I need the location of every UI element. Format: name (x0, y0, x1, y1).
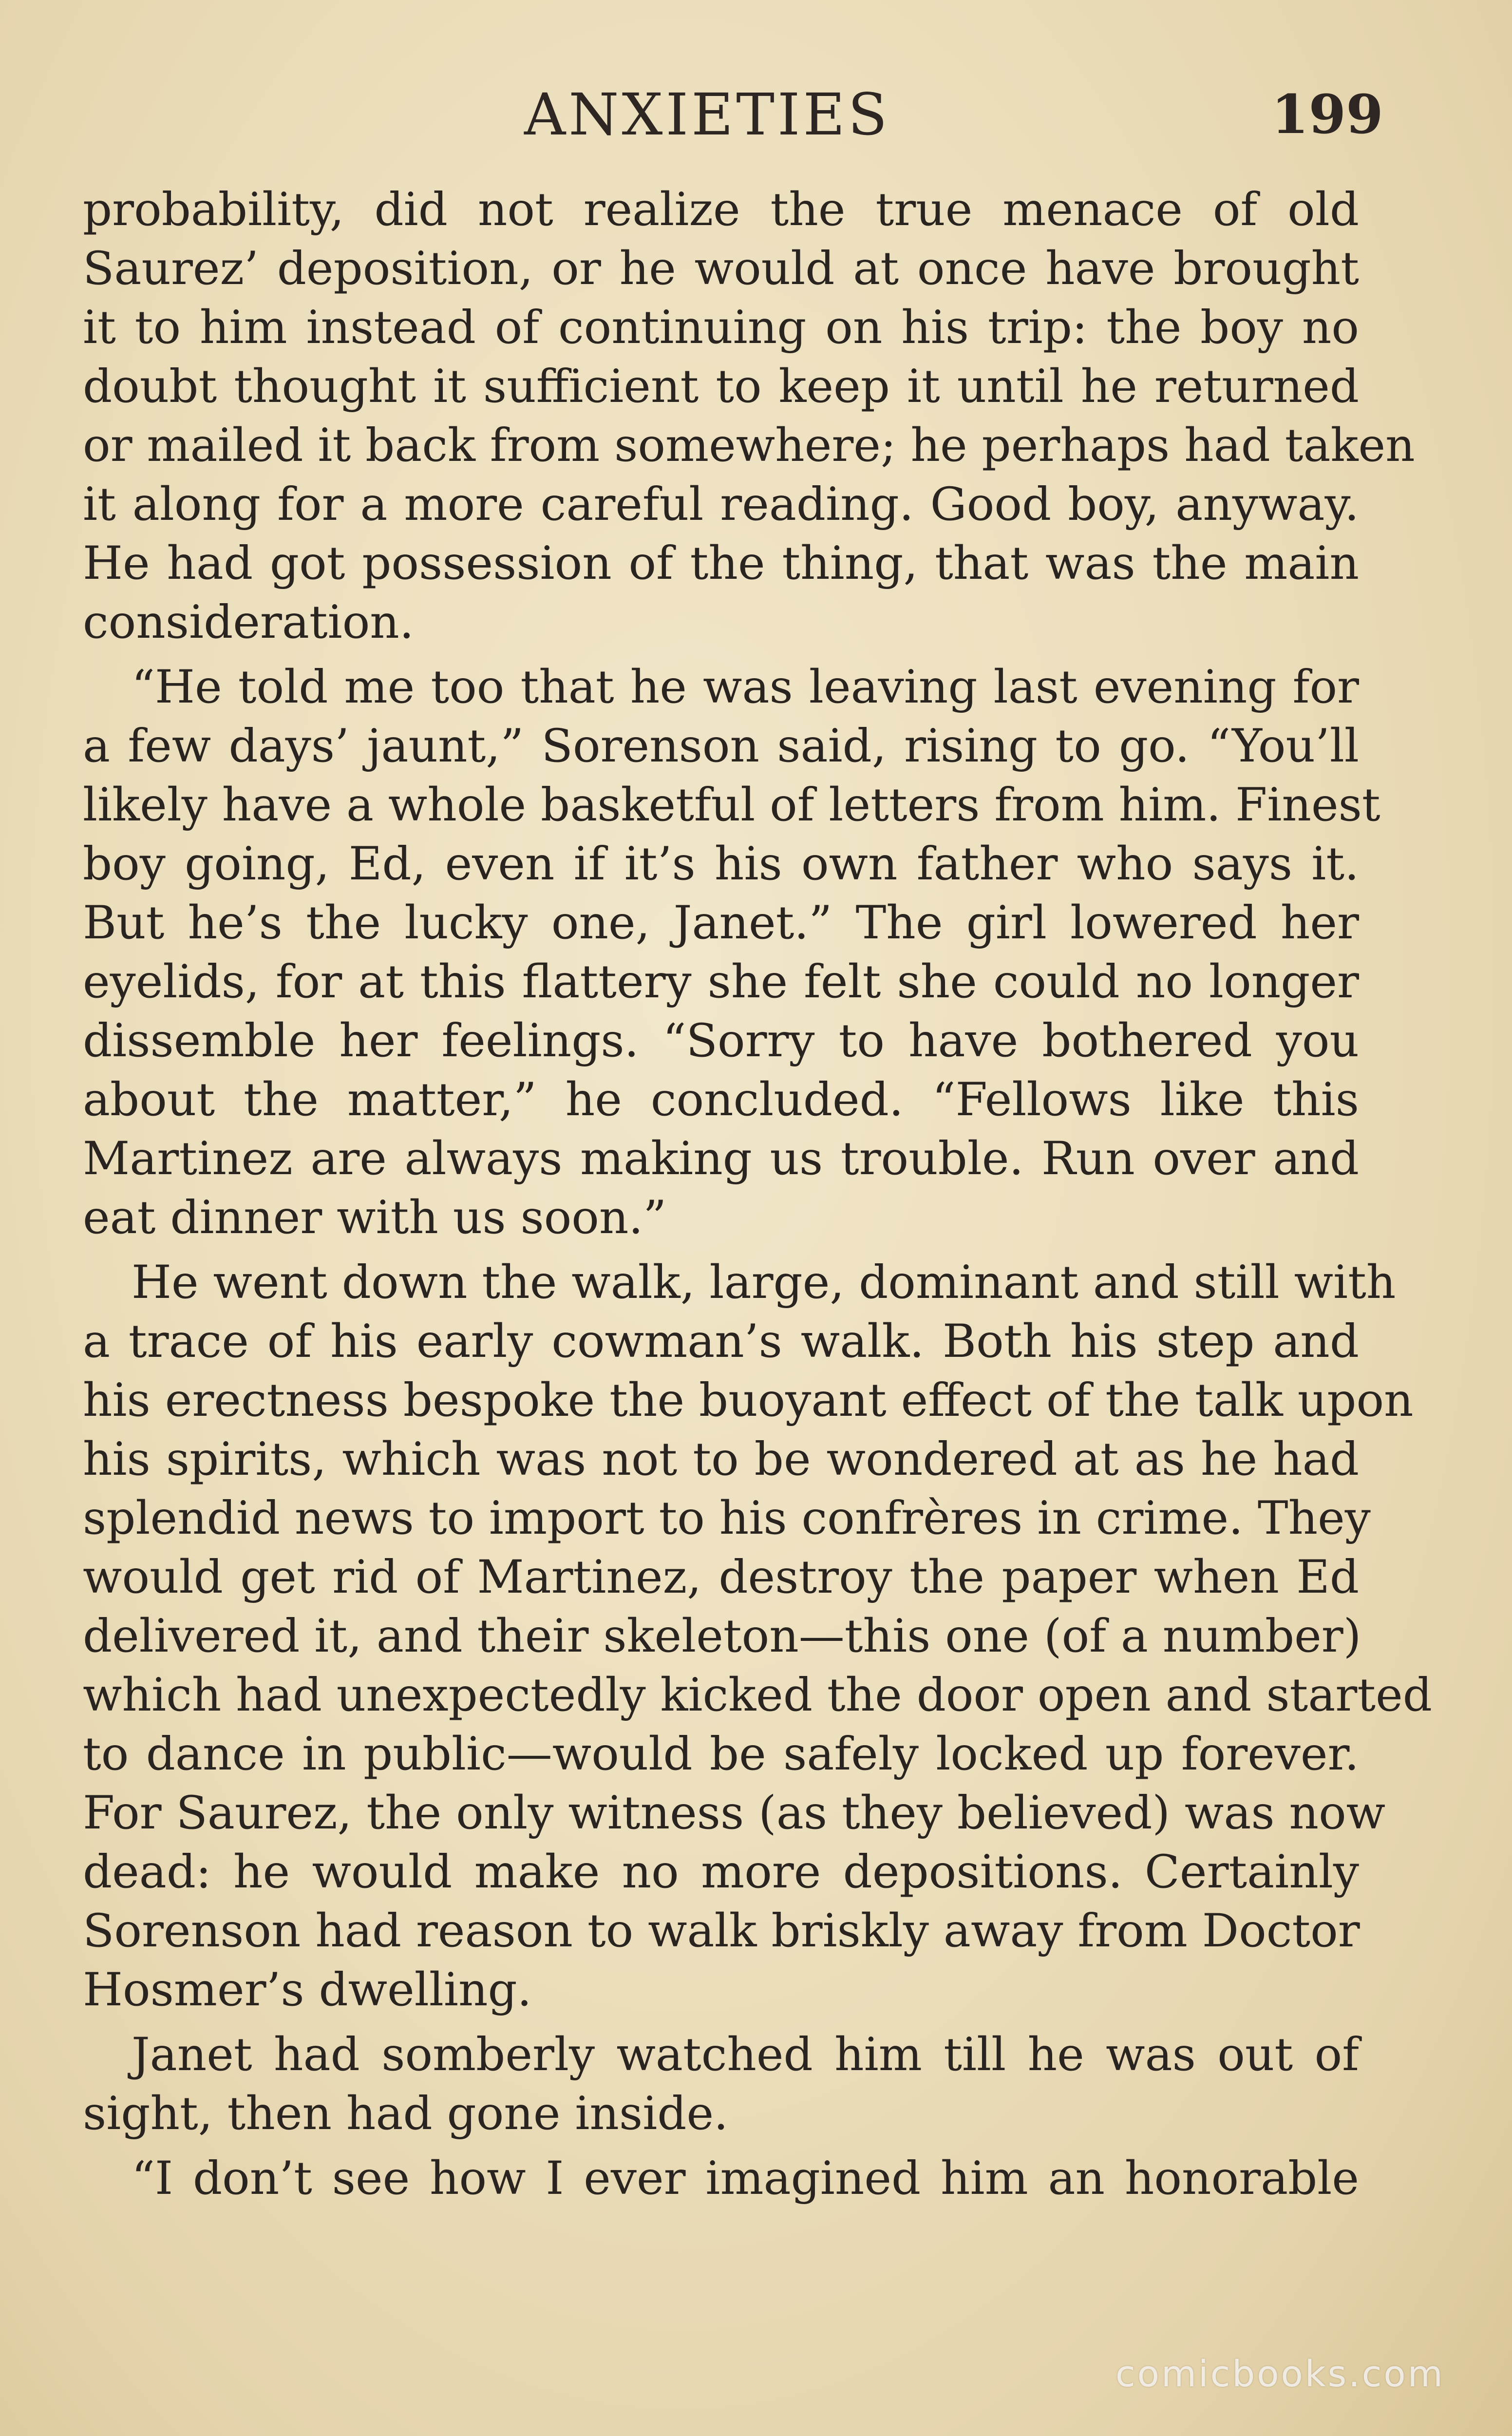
text-line: dissemble her feelings. “Sorry to have bothered you (83, 1014, 1359, 1067)
text-line: “I don’t see how I ever imagined him an honorable (132, 2152, 1359, 2205)
text-line: which had unexpectedly kicked the door open and started (83, 1669, 1432, 1722)
text-line: likely have a whole basketful of letters from him. Finest (83, 779, 1380, 832)
text-line: “He told me too that he was leaving last evening for (132, 661, 1359, 714)
text-line: He had got possession of the thing, that was the main (83, 537, 1359, 590)
paragraph (83, 658, 1380, 1247)
text-line: his spirits, which was not to be wondered at as he had (83, 1433, 1359, 1486)
text-line: Hosmer’s dwelling. (83, 1963, 532, 2017)
paragraph (83, 2025, 1359, 2143)
text-line: eat dinner with us soon.” (83, 1191, 667, 1244)
text-line: or mailed it back from somewhere; he perhaps had taken (83, 419, 1415, 472)
text-line: delivered it, and their skeleton—this one (of a number) (83, 1610, 1361, 1663)
page-header (0, 78, 1512, 151)
page-number: 199 (1271, 83, 1383, 146)
running-head: ANXIETIES (524, 81, 890, 148)
text-line: splendid news to import to his confrères in crime. They (83, 1492, 1371, 1545)
text-line: boy going, Ed, even if it’s his own father who says it. (83, 837, 1359, 891)
paragraph (83, 2149, 1359, 2208)
text-line: consideration. (83, 596, 414, 649)
text-line: But he’s the lucky one, Janet.” The girl lowered her (83, 896, 1359, 950)
text-line: sight, then had gone inside. (83, 2087, 728, 2140)
text-line: a trace of his early cowman’s walk. Both his step and (83, 1315, 1359, 1368)
text-line: For Saurez, the only witness (as they believed) was now (83, 1787, 1386, 1840)
paragraph (83, 180, 1415, 652)
text-line: his erectness bespoke the buoyant effect of the talk upon (83, 1374, 1414, 1427)
body-text (83, 180, 1432, 2208)
text-line: Sorenson had reason to walk briskly away from Doctor (83, 1904, 1360, 1958)
text-line: probability, did not realize the true menace of old (83, 183, 1359, 236)
text-line: a few days’ jaunt,” Sorenson said, rising to go. “You’ll (83, 720, 1359, 773)
text-line: it along for a more careful reading. Good boy, anyway. (83, 478, 1359, 531)
text-line: He went down the walk, large, dominant and still with (132, 1256, 1396, 1309)
text-line: Martinez are always making us trouble. Run over and (83, 1132, 1359, 1185)
text-line: doubt thought it sufficient to keep it until he returned (83, 360, 1359, 413)
text-line: would get rid of Martinez, destroy the paper when Ed (83, 1551, 1359, 1604)
paragraph (83, 1253, 1432, 2019)
watermark: comicbooks.com (1115, 2353, 1445, 2395)
text-line: eyelids, for at this flattery she felt she could no longer (83, 955, 1359, 1009)
text-line: it to him instead of continuing on his trip: the boy no (83, 301, 1359, 354)
text-line: about the matter,” he concluded. “Fellows like this (83, 1073, 1359, 1126)
text-line: Janet had somberly watched him till he was out of (132, 2028, 1359, 2081)
text-line: to dance in public—would be safely locked up forever. (83, 1728, 1359, 1781)
text-line: Saurez’ deposition, or he would at once have brought (83, 242, 1359, 295)
text-line: dead: he would make no more depositions. Certainly (83, 1846, 1359, 1899)
